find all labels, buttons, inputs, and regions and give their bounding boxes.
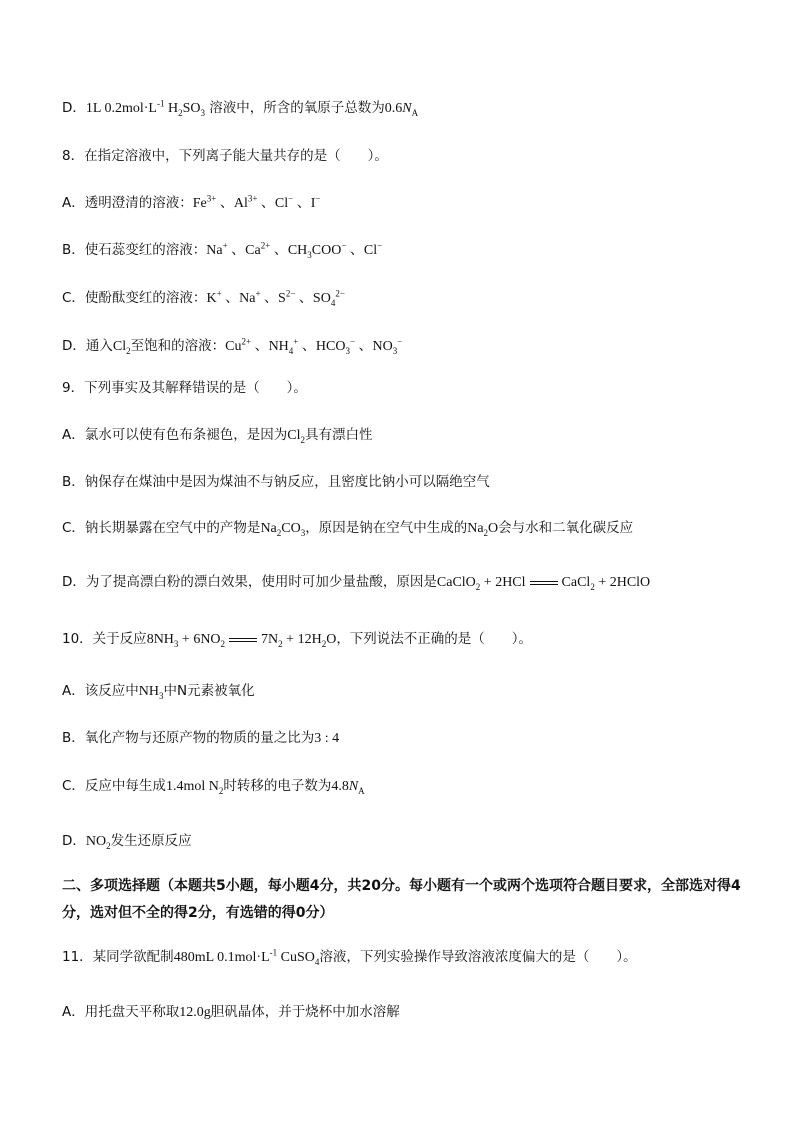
q9-option-a: A．氯水可以使有色布条褪色，是因为$Cl_2$具有漂白性 xyxy=(62,427,373,445)
q9-option-c: C．钠长期暴露在空气中的产物是$Na_2CO_3$，原因是钠在空气中生成的$Na_2O$会与水和二氧化碳反应 xyxy=(62,520,634,538)
q10-option-c: C．反应中每生成1.4mol $N_2$时转移的电子数为$4.8N_A$ xyxy=(62,778,365,796)
q10-stem: 10．关于反应$8NH_3 + 6NO_2$ $7N_2 + 12H_2O$，下列说法不正确的是（ ）。 xyxy=(62,631,533,649)
q10-option-d: D．$NO_2$发生还原反应 xyxy=(62,833,192,851)
q9-stem: 9．下列事实及其解释错误的是（ ）。 xyxy=(62,380,307,396)
q8-option-b: B．使石蕊变红的溶液：Na+ 、$Ca^{2+}$ 、$CH_3COO^-$ 、Cl− xyxy=(62,240,383,260)
q11-stem: 11．某同学欲配制480mL $0.1mol\cdot L^{-1}$ CuSO$_4$溶液，下列实验操作导致溶液浓度偏大的是（ ）。 xyxy=(62,947,637,967)
q8-option-c: C．使酚酞变红的溶液：K+ 、Na+ 、$S^{2-}$ 、$SO_4^{2-}$ xyxy=(62,288,345,308)
q8-option-d: D．通入$Cl_2$至饱和的溶液：$Cu^{2+}$ 、$NH_4^+$ 、$HCO_3^-$ 、$NO_3^-$ xyxy=(62,336,403,356)
q11-option-a: A．用托盘天平称取12.0g胆矾晶体，并于烧杯中加水溶解 xyxy=(62,1004,400,1020)
q9-option-d: D．为了提高漂白粉的漂白效果，使用时可加少量盐酸，原因是CaClO$_2$ + 2HCl CaCl$_2$ + 2HClO xyxy=(62,574,651,592)
q10-option-b: B．氧化产物与还原产物的物质的量之比为3 : 4 xyxy=(62,730,340,746)
equals-arrow-icon xyxy=(530,581,558,585)
q10-option-a: A．该反应中$NH_3$中N元素被氧化 xyxy=(62,683,255,701)
q9-option-b: B．钠保存在煤油中是因为煤油不与钠反应，且密度比钠小可以隔绝空气 xyxy=(62,474,490,490)
equals-arrow-icon xyxy=(229,638,257,642)
section-2-heading: 二、多项选择题（本题共5小题，每小题4分，共20分。每小题有一个或两个选项符合题目要求，全部选对得4分，选对但不全的得2分，有选错的得0分） xyxy=(62,878,741,921)
q7-option-d: D．1L $0.2mol\cdot L^{-1}$ $H_2SO_3$ 溶液中，所含的氧原子总数为$0.6N_A$ xyxy=(62,98,419,118)
q8-option-a: A．透明澄清的溶液：$Fe^{3+}$ 、$Al^{3+}$ 、Cl− 、I− xyxy=(62,193,321,211)
q8-stem: 8．在指定溶液中，下列离子能大量共存的是（ ）。 xyxy=(62,148,388,164)
